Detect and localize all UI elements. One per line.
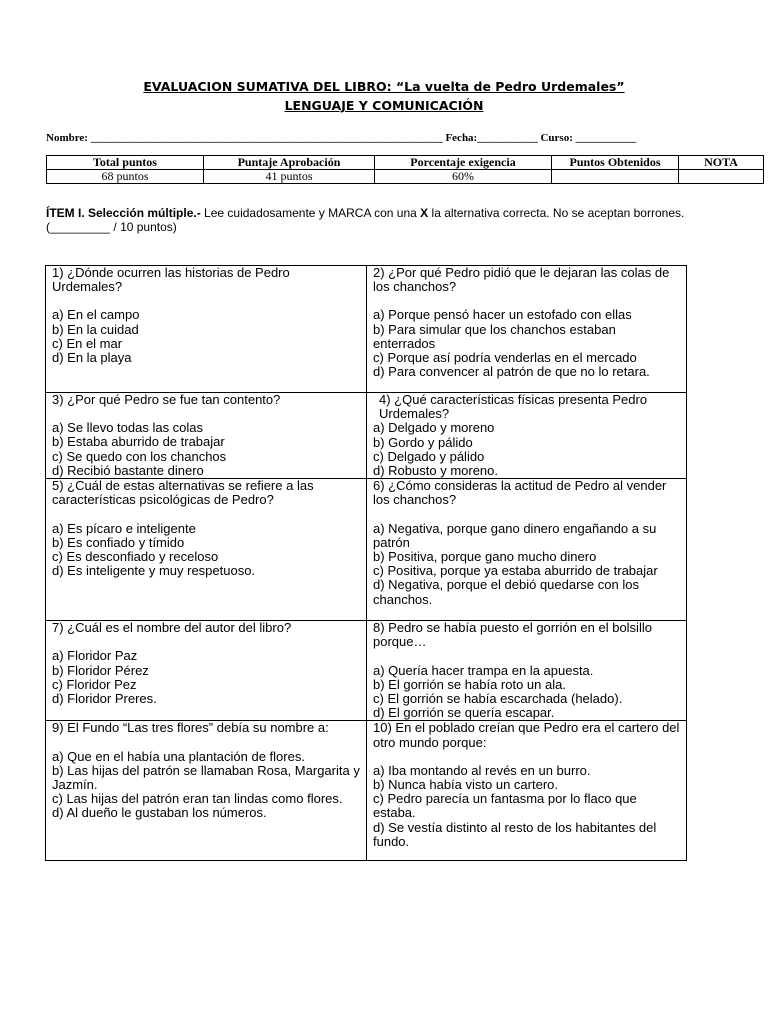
option[interactable]: a) Delgado y moreno xyxy=(373,420,495,436)
page-title: EVALUACION SUMATIVA DEL LIBRO: “La vuelta de Pedro Urdemales” xyxy=(143,79,625,94)
score-cell-obtained[interactable] xyxy=(552,170,679,184)
question-text: 1) ¿Dónde ocurren las historias de Pedro Urdemales? xyxy=(52,265,290,295)
question-cell-9 xyxy=(46,721,367,861)
score-header: Porcentaje exigencia xyxy=(375,156,552,170)
option[interactable]: c) Floridor Pez xyxy=(52,676,137,692)
option[interactable]: c) Las hijas del patrón eran tan lindas como flores. xyxy=(52,791,343,807)
score-header: Total puntos xyxy=(47,156,204,170)
question-cell-3 xyxy=(46,393,367,479)
question-text: 9) El Fundo “Las tres flores” debía su nombre a: xyxy=(52,720,329,736)
question-text: 3) ¿Por qué Pedro se fue tan contento? xyxy=(52,392,281,407)
option[interactable]: a) Que en el había una plantación de flores. xyxy=(52,748,305,764)
option[interactable]: b) Es confiado y tímido xyxy=(52,534,185,550)
item-label: ÍTEM I. Selección múltiple.- xyxy=(46,206,201,220)
option[interactable]: c) Porque así podría venderlas en el mercado xyxy=(373,350,637,366)
item-text: Lee cuidadosamente y MARCA con una xyxy=(200,206,421,220)
option[interactable]: c) Positiva, porque ya estaba aburrido de trabajar xyxy=(373,563,658,579)
option[interactable]: d) Recibió bastante dinero xyxy=(52,462,204,478)
score-cell: 41 puntos xyxy=(204,170,375,184)
question-text: 7) ¿Cuál es el nombre del autor del libro? xyxy=(52,620,292,636)
option[interactable]: d) Floridor Preres. xyxy=(52,691,157,707)
question-cell-10 xyxy=(367,721,687,861)
question-cell-8 xyxy=(367,621,687,721)
option[interactable]: d) Negativa, porque el debió quedarse con los chanchos. xyxy=(373,577,639,607)
option[interactable]: d) En la playa xyxy=(52,350,132,366)
option[interactable]: d) El gorrión se quería escapar. xyxy=(373,705,555,721)
option[interactable]: b) El gorrión se había roto un ala. xyxy=(373,676,566,692)
option[interactable]: a) Quería hacer trampa en la apuesta. xyxy=(373,662,594,678)
option[interactable]: b) Gordo y pálido xyxy=(373,434,473,450)
question-text: 8) Pedro se había puesto el gorrión en el bolsillo porque… xyxy=(373,620,652,650)
option[interactable]: a) En el campo xyxy=(52,307,140,323)
option[interactable]: a) Floridor Paz xyxy=(52,648,138,664)
question-cell-5 xyxy=(46,479,367,621)
score-table xyxy=(46,155,764,184)
question-text: 10) En el poblado creían que Pedro era el cartero del otro mundo porque: xyxy=(373,720,680,750)
option[interactable]: d) Se vestía distinto al resto de los habitantes del fundo. xyxy=(373,819,657,849)
option[interactable]: d) Para convencer al patrón de que no lo retara. xyxy=(373,364,650,380)
question-cell-7 xyxy=(46,621,367,721)
question-cell-6 xyxy=(367,479,687,621)
option[interactable]: a) Se llevo todas las colas xyxy=(52,420,204,436)
option[interactable]: b) Estaba aburrido de trabajar xyxy=(52,434,225,450)
option[interactable]: d) Robusto y moreno. xyxy=(373,463,499,479)
option[interactable]: a) Es pícaro e inteligente xyxy=(52,520,196,536)
option[interactable]: a) Porque pensó hacer un estofado con ellas xyxy=(373,307,632,323)
score-header: NOTA xyxy=(679,156,764,170)
option[interactable]: c) Es desconfiado y receloso xyxy=(52,549,219,565)
score-header: Puntos Obtenidos xyxy=(552,156,679,170)
question-text: 5) ¿Cuál de estas alternativas se refiere a las características psicológicas de Pedro? xyxy=(52,478,314,508)
questions-table xyxy=(45,265,687,861)
score-cell-nota[interactable] xyxy=(679,170,764,184)
option[interactable]: b) Nunca había visto un cartero. xyxy=(373,777,558,793)
score-header: Puntaje Aprobación xyxy=(204,156,375,170)
page-subtitle: LENGUAJE Y COMUNICACIÓN xyxy=(284,98,484,113)
option[interactable]: b) Positiva, porque gano mucho dinero xyxy=(373,549,597,565)
item-mark: X xyxy=(420,206,429,220)
option[interactable]: c) Se quedo con los chanchos xyxy=(52,448,227,464)
option[interactable]: b) Para simular que los chanchos estaban enterrados xyxy=(373,321,616,351)
option[interactable]: c) En el mar xyxy=(52,335,123,351)
item-text-end: la alternativa correcta. No se aceptan borrones. (_________ / 10 puntos) xyxy=(46,206,685,234)
item-instructions xyxy=(46,206,736,234)
student-info-line: Nombre: ________________________________________________________________ Fecha:___________ Curso: ___________ xyxy=(46,132,637,144)
question-cell-4 xyxy=(367,393,687,479)
question-text: 6) ¿Cómo consideras la actitud de Pedro al vender los chanchos? xyxy=(373,478,667,508)
option[interactable]: a) Iba montando al revés en un burro. xyxy=(373,762,591,778)
option[interactable]: d) Al dueño le gustaban los números. xyxy=(52,805,267,821)
score-cell: 60% xyxy=(375,170,552,184)
option[interactable]: c) Pedro parecía un fantasma por lo flaco que estaba. xyxy=(373,791,637,821)
option[interactable]: b) En la cuidad xyxy=(52,321,139,337)
option[interactable]: d) Es inteligente y muy respetuoso. xyxy=(52,563,256,579)
option[interactable]: b) Las hijas del patrón se llamaban Rosa, Margarita y Jazmín. xyxy=(52,762,360,793)
option[interactable]: c) El gorrión se había escarchada (helado). xyxy=(373,691,623,707)
question-cell-1 xyxy=(46,266,367,393)
option[interactable]: b) Floridor Pérez xyxy=(52,662,149,678)
score-cell: 68 puntos xyxy=(47,170,204,184)
option[interactable]: c) Delgado y pálido xyxy=(373,448,485,464)
question-cell-2 xyxy=(367,266,687,393)
question-text: 4) ¿Qué características físicas presenta Pedro Urdemales? xyxy=(379,392,648,422)
option[interactable]: a) Negativa, porque gano dinero engañando a su patrón xyxy=(373,520,657,550)
question-text: 2) ¿Por qué Pedro pidió que le dejaran las colas de los chanchos? xyxy=(373,265,670,295)
